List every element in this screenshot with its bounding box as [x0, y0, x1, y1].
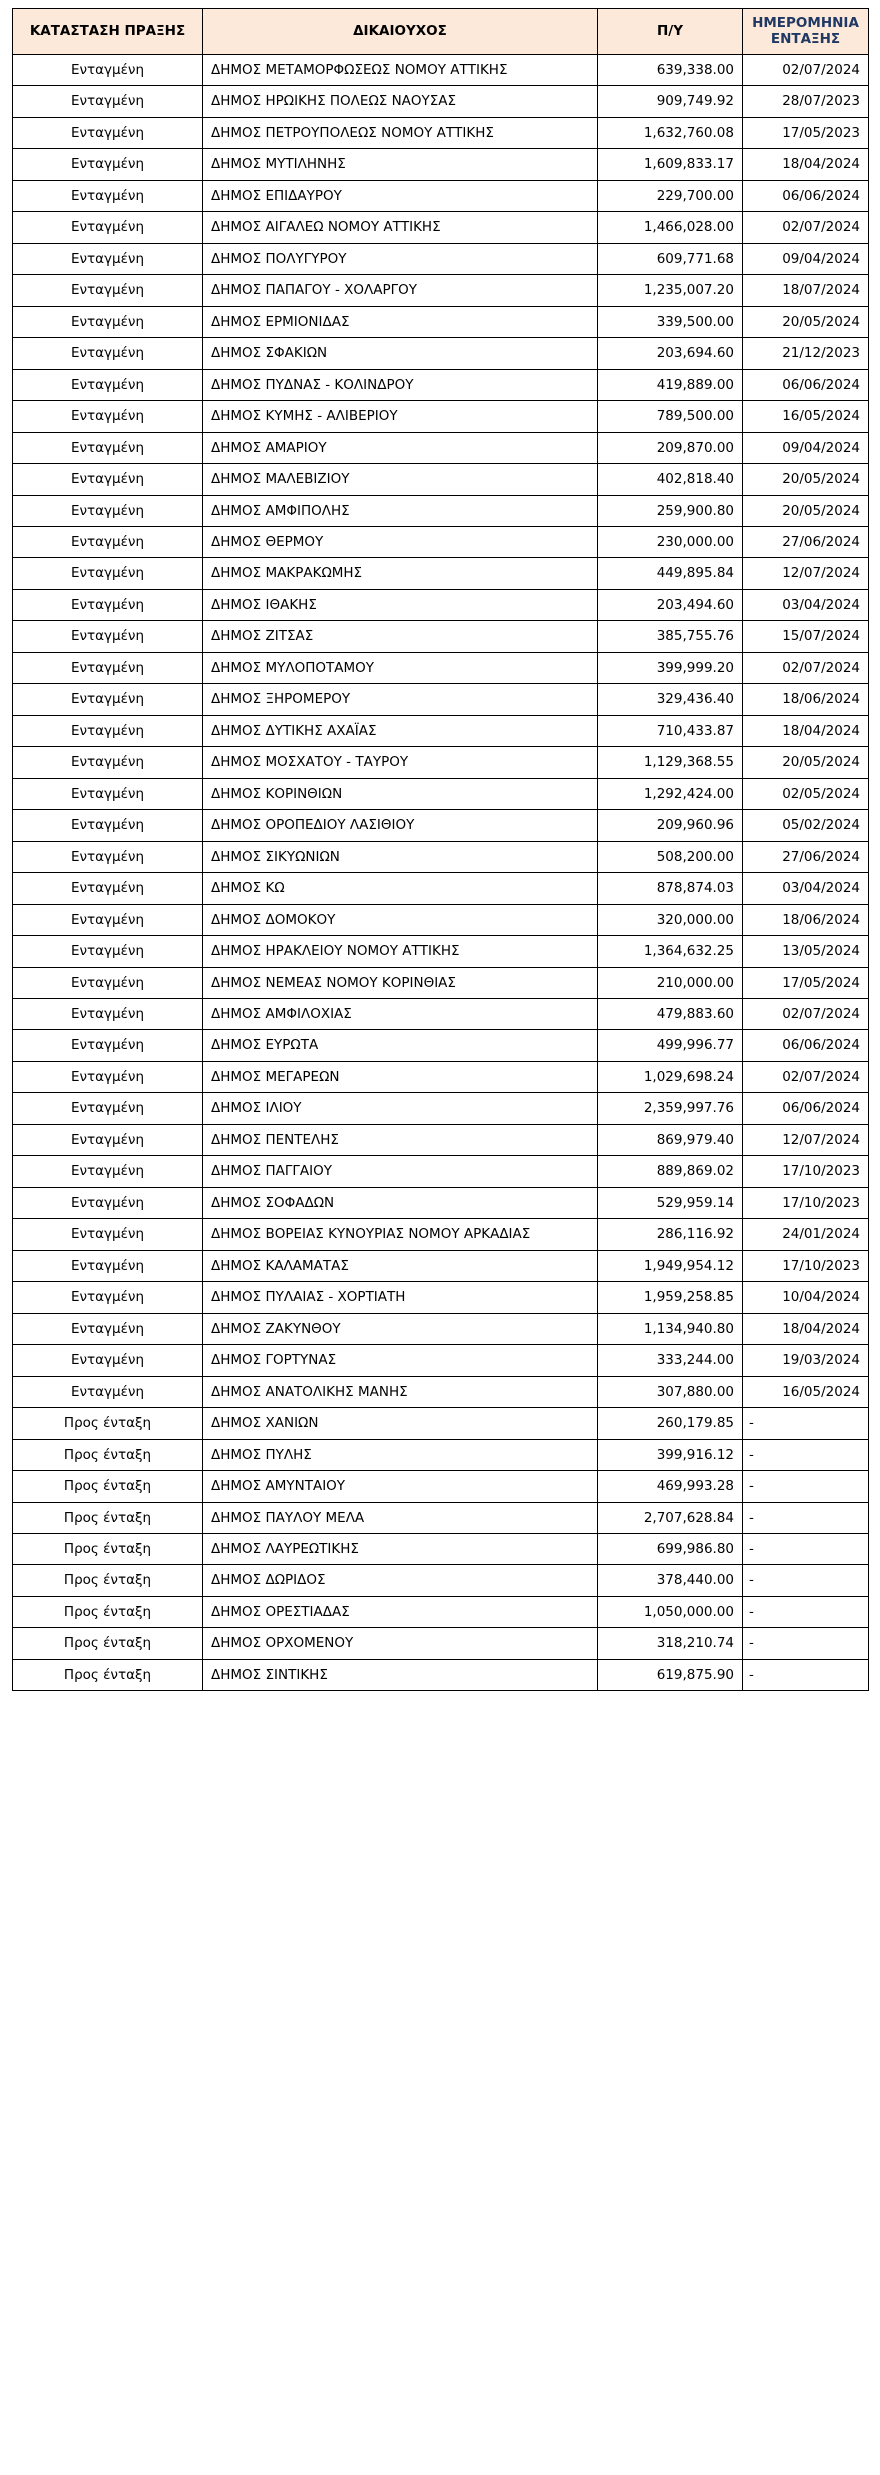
- cell-budget: 1,129,368.55: [598, 747, 743, 778]
- cell-beneficiary: ΔΗΜΟΣ ΜΟΣΧΑΤΟΥ - ΤΑΥΡΟΥ: [203, 747, 598, 778]
- table-row[interactable]: [13, 1471, 869, 1502]
- cell-date: -: [743, 1471, 869, 1502]
- cell-budget: 529,959.14: [598, 1187, 743, 1218]
- table-row[interactable]: [13, 1030, 869, 1061]
- table-row[interactable]: [13, 1313, 869, 1344]
- cell-budget: 210,000.00: [598, 967, 743, 998]
- cell-beneficiary: ΔΗΜΟΣ ΑΙΓΑΛΕΩ ΝΟΜΟΥ ΑΤΤΙΚΗΣ: [203, 212, 598, 243]
- column-header-beneficiary: ΔΙΚΑΙΟΥΧΟΣ: [203, 9, 598, 55]
- table-row[interactable]: [13, 1093, 869, 1124]
- cell-beneficiary: ΔΗΜΟΣ ΔΩΡΙΔΟΣ: [203, 1565, 598, 1596]
- cell-date: -: [743, 1533, 869, 1564]
- cell-beneficiary: ΔΗΜΟΣ ΑΜΥΝΤΑΙΟΥ: [203, 1471, 598, 1502]
- table-body: [13, 54, 869, 1690]
- cell-budget: 869,979.40: [598, 1124, 743, 1155]
- table-row[interactable]: [13, 369, 869, 400]
- table-row[interactable]: [13, 967, 869, 998]
- cell-beneficiary: ΔΗΜΟΣ ΙΛΙΟΥ: [203, 1093, 598, 1124]
- cell-date: 17/10/2023: [743, 1156, 869, 1187]
- cell-date: 18/04/2024: [743, 1313, 869, 1344]
- cell-beneficiary: ΔΗΜΟΣ ΜΥΤΙΛΗΝΗΣ: [203, 149, 598, 180]
- cell-beneficiary: ΔΗΜΟΣ ΔΟΜΟΚΟΥ: [203, 904, 598, 935]
- cell-status: Ενταγμένη: [13, 1219, 203, 1250]
- cell-beneficiary: ΔΗΜΟΣ ΜΑΛΕΒΙΖΙΟΥ: [203, 464, 598, 495]
- table-row[interactable]: [13, 243, 869, 274]
- cell-date: 10/04/2024: [743, 1282, 869, 1313]
- cell-budget: 1,466,028.00: [598, 212, 743, 243]
- table-row[interactable]: [13, 1156, 869, 1187]
- cell-date: -: [743, 1596, 869, 1627]
- cell-date: 16/05/2024: [743, 401, 869, 432]
- cell-status: Ενταγμένη: [13, 1124, 203, 1155]
- table-row[interactable]: [13, 558, 869, 589]
- table-row[interactable]: [13, 1502, 869, 1533]
- header-row: [13, 9, 869, 55]
- cell-status: Ενταγμένη: [13, 936, 203, 967]
- cell-budget: 1,949,954.12: [598, 1250, 743, 1281]
- cell-date: 02/07/2024: [743, 999, 869, 1030]
- cell-beneficiary: ΔΗΜΟΣ ΕΡΜΙΟΝΙΔΑΣ: [203, 306, 598, 337]
- table-row[interactable]: [13, 778, 869, 809]
- cell-beneficiary: ΔΗΜΟΣ ΑΝΑΤΟΛΙΚΗΣ ΜΑΝΗΣ: [203, 1376, 598, 1407]
- cell-budget: 203,694.60: [598, 338, 743, 369]
- cell-date: 09/04/2024: [743, 243, 869, 274]
- cell-budget: 789,500.00: [598, 401, 743, 432]
- cell-status: Ενταγμένη: [13, 464, 203, 495]
- cell-status: Ενταγμένη: [13, 432, 203, 463]
- table-row[interactable]: [13, 904, 869, 935]
- cell-date: 06/06/2024: [743, 1093, 869, 1124]
- cell-beneficiary: ΔΗΜΟΣ ΘΕΡΜΟΥ: [203, 526, 598, 557]
- cell-budget: 385,755.76: [598, 621, 743, 652]
- cell-date: -: [743, 1439, 869, 1470]
- cell-date: 15/07/2024: [743, 621, 869, 652]
- cell-beneficiary: ΔΗΜΟΣ ΣΦΑΚΙΩΝ: [203, 338, 598, 369]
- table-row[interactable]: [13, 715, 869, 746]
- cell-status: Ενταγμένη: [13, 684, 203, 715]
- cell-date: 20/05/2024: [743, 464, 869, 495]
- cell-beneficiary: ΔΗΜΟΣ ΑΜΦΙΠΟΛΗΣ: [203, 495, 598, 526]
- cell-status: Ενταγμένη: [13, 841, 203, 872]
- cell-status: Ενταγμένη: [13, 1093, 203, 1124]
- cell-budget: 1,609,833.17: [598, 149, 743, 180]
- cell-status: Ενταγμένη: [13, 275, 203, 306]
- cell-beneficiary: ΔΗΜΟΣ ΑΜΑΡΙΟΥ: [203, 432, 598, 463]
- cell-beneficiary: ΔΗΜΟΣ ΑΜΦΙΛΟΧΙΑΣ: [203, 999, 598, 1030]
- column-header-date: ΗΜΕΡΟΜΗΝΙΑ ΕΝΤΑΞΗΣ: [743, 9, 869, 55]
- table-row[interactable]: [13, 936, 869, 967]
- cell-date: 20/05/2024: [743, 306, 869, 337]
- cell-budget: 260,179.85: [598, 1408, 743, 1439]
- cell-status: Ενταγμένη: [13, 1250, 203, 1281]
- cell-beneficiary: ΔΗΜΟΣ ΧΑΝΙΩΝ: [203, 1408, 598, 1439]
- cell-date: 02/07/2024: [743, 652, 869, 683]
- cell-date: -: [743, 1565, 869, 1596]
- cell-budget: 318,210.74: [598, 1628, 743, 1659]
- table-row[interactable]: [13, 180, 869, 211]
- cell-date: 12/07/2024: [743, 1124, 869, 1155]
- table-row[interactable]: [13, 306, 869, 337]
- cell-budget: 402,818.40: [598, 464, 743, 495]
- cell-date: 02/07/2024: [743, 212, 869, 243]
- table-row[interactable]: [13, 432, 869, 463]
- cell-budget: 399,916.12: [598, 1439, 743, 1470]
- cell-date: 02/07/2024: [743, 54, 869, 85]
- table-row[interactable]: [13, 86, 869, 117]
- cell-beneficiary: ΔΗΜΟΣ ΞΗΡΟΜΕΡΟΥ: [203, 684, 598, 715]
- cell-status: Προς ένταξη: [13, 1533, 203, 1564]
- table-row[interactable]: [13, 1408, 869, 1439]
- cell-budget: 339,500.00: [598, 306, 743, 337]
- cell-beneficiary: ΔΗΜΟΣ ΗΡΑΚΛΕΙΟΥ ΝΟΜΟΥ ΑΤΤΙΚΗΣ: [203, 936, 598, 967]
- table-row[interactable]: [13, 212, 869, 243]
- cell-status: Προς ένταξη: [13, 1408, 203, 1439]
- cell-budget: 203,494.60: [598, 589, 743, 620]
- table-row[interactable]: [13, 747, 869, 778]
- cell-beneficiary: ΔΗΜΟΣ ΟΡΕΣΤΙΑΔΑΣ: [203, 1596, 598, 1627]
- cell-budget: 1,029,698.24: [598, 1061, 743, 1092]
- cell-status: Ενταγμένη: [13, 621, 203, 652]
- cell-beneficiary: ΔΗΜΟΣ ΜΥΛΟΠΟΤΑΜΟΥ: [203, 652, 598, 683]
- cell-beneficiary: ΔΗΜΟΣ ΗΡΩΙΚΗΣ ΠΟΛΕΩΣ ΝΑΟΥΣΑΣ: [203, 86, 598, 117]
- cell-status: Προς ένταξη: [13, 1628, 203, 1659]
- table-row[interactable]: [13, 1282, 869, 1313]
- table-row[interactable]: [13, 1124, 869, 1155]
- cell-budget: 878,874.03: [598, 873, 743, 904]
- cell-beneficiary: ΔΗΜΟΣ ΠΕΝΤΕΛΗΣ: [203, 1124, 598, 1155]
- cell-date: 06/06/2024: [743, 180, 869, 211]
- cell-beneficiary: ΔΗΜΟΣ ΛΑΥΡΕΩΤΙΚΗΣ: [203, 1533, 598, 1564]
- cell-status: Προς ένταξη: [13, 1502, 203, 1533]
- cell-budget: 1,632,760.08: [598, 117, 743, 148]
- cell-beneficiary: ΔΗΜΟΣ ΟΡΟΠΕΔΙΟΥ ΛΑΣΙΘΙΟΥ: [203, 810, 598, 841]
- table-row[interactable]: [13, 338, 869, 369]
- table-row[interactable]: [13, 1659, 869, 1690]
- cell-budget: 639,338.00: [598, 54, 743, 85]
- table-row[interactable]: [13, 589, 869, 620]
- cell-status: Ενταγμένη: [13, 526, 203, 557]
- cell-budget: 259,900.80: [598, 495, 743, 526]
- table-row[interactable]: [13, 464, 869, 495]
- cell-budget: 508,200.00: [598, 841, 743, 872]
- cell-date: -: [743, 1628, 869, 1659]
- cell-budget: 320,000.00: [598, 904, 743, 935]
- cell-status: Ενταγμένη: [13, 558, 203, 589]
- column-header-budget: Π/Υ: [598, 9, 743, 55]
- cell-budget: 209,870.00: [598, 432, 743, 463]
- cell-date: 20/05/2024: [743, 495, 869, 526]
- cell-beneficiary: ΔΗΜΟΣ ΖΑΚΥΝΘΟΥ: [203, 1313, 598, 1344]
- cell-date: 18/04/2024: [743, 149, 869, 180]
- cell-date: 13/05/2024: [743, 936, 869, 967]
- column-header-status: ΚΑΤΑΣΤΑΣΗ ΠΡΑΞΗΣ: [13, 9, 203, 55]
- table-row[interactable]: [13, 652, 869, 683]
- cell-budget: 2,707,628.84: [598, 1502, 743, 1533]
- cell-status: Ενταγμένη: [13, 1061, 203, 1092]
- cell-beneficiary: ΔΗΜΟΣ ΟΡΧΟΜΕΝΟΥ: [203, 1628, 598, 1659]
- cell-date: 17/05/2024: [743, 967, 869, 998]
- cell-status: Ενταγμένη: [13, 243, 203, 274]
- table-row[interactable]: [13, 841, 869, 872]
- cell-beneficiary: ΔΗΜΟΣ ΚΩ: [203, 873, 598, 904]
- cell-budget: 286,116.92: [598, 1219, 743, 1250]
- table-row[interactable]: [13, 275, 869, 306]
- cell-beneficiary: ΔΗΜΟΣ ΠΟΛΥΓΥΡΟΥ: [203, 243, 598, 274]
- table-row[interactable]: [13, 1596, 869, 1627]
- table-row[interactable]: [13, 149, 869, 180]
- cell-beneficiary: ΔΗΜΟΣ ΚΟΡΙΝΘΙΩΝ: [203, 778, 598, 809]
- cell-budget: 699,986.80: [598, 1533, 743, 1564]
- cell-status: Ενταγμένη: [13, 1345, 203, 1376]
- cell-date: 28/07/2023: [743, 86, 869, 117]
- table-row[interactable]: [13, 54, 869, 85]
- cell-beneficiary: ΔΗΜΟΣ ΓΟΡΤΥΝΑΣ: [203, 1345, 598, 1376]
- cell-date: 27/06/2024: [743, 841, 869, 872]
- cell-date: 18/07/2024: [743, 275, 869, 306]
- cell-date: 20/05/2024: [743, 747, 869, 778]
- cell-budget: 1,050,000.00: [598, 1596, 743, 1627]
- cell-status: Ενταγμένη: [13, 1187, 203, 1218]
- cell-status: Ενταγμένη: [13, 117, 203, 148]
- cell-status: Ενταγμένη: [13, 338, 203, 369]
- cell-budget: 1,134,940.80: [598, 1313, 743, 1344]
- cell-status: Ενταγμένη: [13, 149, 203, 180]
- cell-beneficiary: ΔΗΜΟΣ ΚΥΜΗΣ - ΑΛΙΒΕΡΙΟΥ: [203, 401, 598, 432]
- cell-date: 09/04/2024: [743, 432, 869, 463]
- table-row[interactable]: [13, 1628, 869, 1659]
- table-row[interactable]: [13, 1533, 869, 1564]
- cell-status: Προς ένταξη: [13, 1596, 203, 1627]
- cell-status: Προς ένταξη: [13, 1565, 203, 1596]
- cell-beneficiary: ΔΗΜΟΣ ΠΥΔΝΑΣ - ΚΟΛΙΝΔΡΟΥ: [203, 369, 598, 400]
- cell-status: Ενταγμένη: [13, 747, 203, 778]
- cell-status: Ενταγμένη: [13, 495, 203, 526]
- cell-beneficiary: ΔΗΜΟΣ ΝΕΜΕΑΣ ΝΟΜΟΥ ΚΟΡΙΝΘΙΑΣ: [203, 967, 598, 998]
- cell-beneficiary: ΔΗΜΟΣ ΠΑΓΓΑΙΟΥ: [203, 1156, 598, 1187]
- cell-beneficiary: ΔΗΜΟΣ ΠΑΠΑΓΟΥ - ΧΟΛΑΡΓΟΥ: [203, 275, 598, 306]
- cell-status: Ενταγμένη: [13, 715, 203, 746]
- cell-budget: 1,959,258.85: [598, 1282, 743, 1313]
- table-row[interactable]: [13, 621, 869, 652]
- cell-budget: 619,875.90: [598, 1659, 743, 1690]
- cell-date: 21/12/2023: [743, 338, 869, 369]
- cell-status: Ενταγμένη: [13, 999, 203, 1030]
- cell-budget: 329,436.40: [598, 684, 743, 715]
- cell-budget: 889,869.02: [598, 1156, 743, 1187]
- cell-budget: 419,889.00: [598, 369, 743, 400]
- cell-beneficiary: ΔΗΜΟΣ ΣΙΝΤΙΚΗΣ: [203, 1659, 598, 1690]
- table-row[interactable]: [13, 1345, 869, 1376]
- table-row[interactable]: [13, 999, 869, 1030]
- cell-date: 06/06/2024: [743, 369, 869, 400]
- cell-budget: 1,292,424.00: [598, 778, 743, 809]
- cell-date: 03/04/2024: [743, 589, 869, 620]
- cell-date: 18/04/2024: [743, 715, 869, 746]
- cell-beneficiary: ΔΗΜΟΣ ΠΥΛΗΣ: [203, 1439, 598, 1470]
- cell-date: 02/05/2024: [743, 778, 869, 809]
- cell-beneficiary: ΔΗΜΟΣ ΠΥΛΑΙΑΣ - ΧΟΡΤΙΑΤΗ: [203, 1282, 598, 1313]
- cell-date: 02/07/2024: [743, 1061, 869, 1092]
- cell-beneficiary: ΔΗΜΟΣ ΚΑΛΑΜΑΤΑΣ: [203, 1250, 598, 1281]
- cell-date: 17/10/2023: [743, 1187, 869, 1218]
- table-row[interactable]: [13, 1187, 869, 1218]
- cell-status: Ενταγμένη: [13, 401, 203, 432]
- cell-status: Ενταγμένη: [13, 652, 203, 683]
- projects-table: [12, 8, 869, 1691]
- cell-date: 24/01/2024: [743, 1219, 869, 1250]
- cell-status: Ενταγμένη: [13, 967, 203, 998]
- cell-budget: 469,993.28: [598, 1471, 743, 1502]
- table-row[interactable]: [13, 810, 869, 841]
- cell-status: Προς ένταξη: [13, 1659, 203, 1690]
- table-row[interactable]: [13, 526, 869, 557]
- cell-status: Προς ένταξη: [13, 1439, 203, 1470]
- table-row[interactable]: [13, 1439, 869, 1470]
- cell-budget: 333,244.00: [598, 1345, 743, 1376]
- cell-status: Ενταγμένη: [13, 810, 203, 841]
- cell-beneficiary: ΔΗΜΟΣ ΜΕΓΑΡΕΩΝ: [203, 1061, 598, 1092]
- cell-date: -: [743, 1659, 869, 1690]
- cell-budget: 479,883.60: [598, 999, 743, 1030]
- cell-status: Προς ένταξη: [13, 1471, 203, 1502]
- cell-budget: 609,771.68: [598, 243, 743, 274]
- cell-status: Ενταγμένη: [13, 1156, 203, 1187]
- cell-status: Ενταγμένη: [13, 86, 203, 117]
- cell-date: 19/03/2024: [743, 1345, 869, 1376]
- cell-date: 17/05/2023: [743, 117, 869, 148]
- cell-budget: 909,749.92: [598, 86, 743, 117]
- table-row[interactable]: [13, 684, 869, 715]
- cell-status: Ενταγμένη: [13, 873, 203, 904]
- cell-beneficiary: ΔΗΜΟΣ ΙΘΑΚΗΣ: [203, 589, 598, 620]
- cell-beneficiary: ΔΗΜΟΣ ΠΕΤΡΟΥΠΟΛΕΩΣ ΝΟΜΟΥ ΑΤΤΙΚΗΣ: [203, 117, 598, 148]
- cell-status: Ενταγμένη: [13, 904, 203, 935]
- cell-budget: 378,440.00: [598, 1565, 743, 1596]
- cell-budget: 399,999.20: [598, 652, 743, 683]
- table-row[interactable]: [13, 1250, 869, 1281]
- cell-budget: 710,433.87: [598, 715, 743, 746]
- cell-date: 06/06/2024: [743, 1030, 869, 1061]
- cell-beneficiary: ΔΗΜΟΣ ΠΑΥΛΟΥ ΜΕΛΑ: [203, 1502, 598, 1533]
- cell-budget: 2,359,997.76: [598, 1093, 743, 1124]
- cell-status: Ενταγμένη: [13, 1282, 203, 1313]
- cell-budget: 1,235,007.20: [598, 275, 743, 306]
- cell-status: Ενταγμένη: [13, 1030, 203, 1061]
- cell-status: Ενταγμένη: [13, 180, 203, 211]
- cell-budget: 229,700.00: [598, 180, 743, 211]
- table-row[interactable]: [13, 1061, 869, 1092]
- cell-date: 18/06/2024: [743, 684, 869, 715]
- cell-beneficiary: ΔΗΜΟΣ ΜΕΤΑΜΟΡΦΩΣΕΩΣ ΝΟΜΟΥ ΑΤΤΙΚΗΣ: [203, 54, 598, 85]
- cell-beneficiary: ΔΗΜΟΣ ΕΠΙΔΑΥΡΟΥ: [203, 180, 598, 211]
- table-row[interactable]: [13, 873, 869, 904]
- cell-beneficiary: ΔΗΜΟΣ ΣΟΦΑΔΩΝ: [203, 1187, 598, 1218]
- cell-beneficiary: ΔΗΜΟΣ ΣΙΚΥΩΝΙΩΝ: [203, 841, 598, 872]
- cell-date: 12/07/2024: [743, 558, 869, 589]
- cell-date: 27/06/2024: [743, 526, 869, 557]
- cell-status: Ενταγμένη: [13, 306, 203, 337]
- cell-date: 18/06/2024: [743, 904, 869, 935]
- cell-budget: 1,364,632.25: [598, 936, 743, 967]
- table-header: [13, 9, 869, 55]
- cell-budget: 449,895.84: [598, 558, 743, 589]
- table-row[interactable]: [13, 401, 869, 432]
- cell-beneficiary: ΔΗΜΟΣ ΖΙΤΣΑΣ: [203, 621, 598, 652]
- cell-status: Ενταγμένη: [13, 1313, 203, 1344]
- cell-status: Ενταγμένη: [13, 589, 203, 620]
- cell-status: Ενταγμένη: [13, 369, 203, 400]
- table-row[interactable]: [13, 1376, 869, 1407]
- cell-budget: 499,996.77: [598, 1030, 743, 1061]
- cell-status: Ενταγμένη: [13, 1376, 203, 1407]
- cell-date: 03/04/2024: [743, 873, 869, 904]
- cell-status: Ενταγμένη: [13, 54, 203, 85]
- cell-beneficiary: ΔΗΜΟΣ ΜΑΚΡΑΚΩΜΗΣ: [203, 558, 598, 589]
- cell-budget: 230,000.00: [598, 526, 743, 557]
- cell-budget: 307,880.00: [598, 1376, 743, 1407]
- cell-date: 05/02/2024: [743, 810, 869, 841]
- cell-status: Ενταγμένη: [13, 778, 203, 809]
- cell-date: -: [743, 1408, 869, 1439]
- cell-date: 17/10/2023: [743, 1250, 869, 1281]
- cell-budget: 209,960.96: [598, 810, 743, 841]
- cell-date: 16/05/2024: [743, 1376, 869, 1407]
- cell-beneficiary: ΔΗΜΟΣ ΒΟΡΕΙΑΣ ΚΥΝΟΥΡΙΑΣ ΝΟΜΟΥ ΑΡΚΑΔΙΑΣ: [203, 1219, 598, 1250]
- table-row[interactable]: [13, 495, 869, 526]
- table-row[interactable]: [13, 117, 869, 148]
- cell-date: -: [743, 1502, 869, 1533]
- table-row[interactable]: [13, 1565, 869, 1596]
- cell-status: Ενταγμένη: [13, 212, 203, 243]
- cell-beneficiary: ΔΗΜΟΣ ΕΥΡΩΤΑ: [203, 1030, 598, 1061]
- cell-beneficiary: ΔΗΜΟΣ ΔΥΤΙΚΗΣ ΑΧΑΪΑΣ: [203, 715, 598, 746]
- table-row[interactable]: [13, 1219, 869, 1250]
